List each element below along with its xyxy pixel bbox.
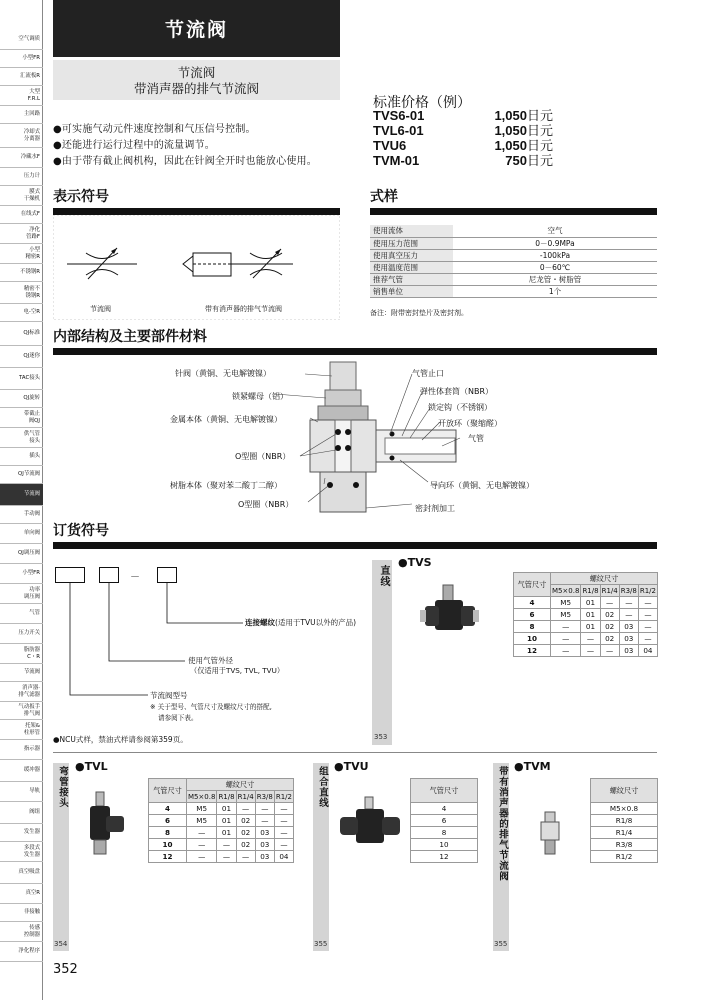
table-cell: — [217,839,236,851]
table-row [149,815,294,827]
table-cell: — [638,597,657,609]
spec-table [370,225,657,298]
table-cell: 01 [217,827,236,839]
table-cell: M5 [186,803,217,815]
sidebar-item[interactable]: 消声器· 排气滤器 [0,682,43,702]
price-value: 1,050 [494,123,527,138]
table-row [411,827,478,839]
table-cell: 04 [274,851,293,863]
sidebar-item[interactable]: 真空吸盘 [0,862,43,884]
price-heading: 标准价格（例） [373,95,471,111]
tvu-page-ref: 355 [314,940,328,948]
label-locknut: 锁紧螺母（铝） [232,392,288,401]
table-cell: — [638,609,657,621]
price-value: 1,050 [494,108,527,123]
sidebar-item[interactable]: 导轨 [0,782,43,802]
order-leader-lines [60,583,250,703]
sidebar-item[interactable]: 手动阀 [0,506,43,524]
order-tube-note: （仅适用于TVS, TVL, TVU） [190,666,285,675]
tvl-page-ref: 354 [54,940,68,948]
sidebar-item[interactable]: 脂肪器 C・R [0,644,43,664]
label-metal-body: 金属本体（黄铜、无电解镀镍） [170,415,282,424]
sidebar-item[interactable]: QJ标准 [0,322,43,346]
feature-1: ●可实施气动元件速度控制和气压信号控制。 [53,124,256,135]
tvl-col: R3/8 [256,792,273,801]
sidebar-item[interactable]: 净化程序 [0,942,43,962]
table-cell: — [274,839,293,851]
table-cell: 04 [638,645,657,657]
sidebar-item[interactable]: 插头 [0,448,43,466]
tvu-hdr-tube: 气管尺寸 [411,779,478,803]
price-unit: 日元 [526,123,553,138]
sidebar-item[interactable]: 单向阀 [0,524,43,544]
table-cell: 8 [411,827,478,839]
table-cell: — [600,597,619,609]
table-row [514,633,658,645]
table-cell: — [236,851,255,863]
table-cell: R3/8 [591,839,658,851]
spec-value: 0－60℃ [453,261,657,273]
table-cell: — [638,621,657,633]
tvs-hdr-thread: 螺纹尺寸 [550,573,657,585]
table-cell: 03 [255,839,274,851]
table-row [514,597,658,609]
tvs-page-ref: 353 [374,733,388,741]
table-cell: R1/4 [591,827,658,839]
tvl-hdr-tube: 气管尺寸 [149,779,187,803]
tvl-col: R1/2 [275,792,292,801]
table-cell: R1/2 [591,851,658,863]
tvl-product-photo [80,790,130,865]
table-row [514,609,658,621]
table-row [149,827,294,839]
order-dash: － [130,572,140,583]
sidebar-item[interactable]: 供气管 接头 [0,428,43,448]
order-box-model [55,567,85,583]
order-model-label: 节流阀型号 [150,691,188,700]
spec-key: 推荐气管 [370,273,453,285]
feature-2: ●还能进行运行过程中的流量调节。 [53,140,215,151]
tvl-title: ●TVL [75,760,108,773]
table-cell: — [638,633,657,645]
price-row [373,108,553,123]
table-cell: 03 [619,645,638,657]
table-row [411,815,478,827]
table-cell: 01 [581,621,600,633]
sidebar-item[interactable]: 托架& 柱形管 [0,720,43,740]
price-value: 1,050 [494,138,527,153]
table-cell: M5 [186,815,217,827]
section-spec-heading: 式样 [370,186,657,215]
label-oring-2: O型圈（NBR） [238,500,294,509]
table-cell: 01 [217,803,236,815]
sidebar-item[interactable]: 真空R [0,884,43,904]
sidebar-item[interactable]: 不锈钢R [0,264,43,282]
sidebar-item[interactable]: 空气调质 [0,30,43,50]
table-cell: 03 [619,633,638,645]
tvs-col: R3/8 [620,586,637,595]
sidebar-item[interactable]: TAC接头 [0,368,43,390]
sidebar-item[interactable]: 冷藏水F [0,148,43,168]
table-cell: — [550,621,581,633]
order-model-note-1: ※ 关于型号、气管尺寸及螺纹尺寸的搭配, [150,703,272,711]
tvm-page-ref: 355 [494,940,508,948]
sidebar-item[interactable]: 气动扳手 排气阀 [0,702,43,720]
sidebar-item[interactable]: 电-空R [0,304,43,322]
tvs-col: R1/2 [639,586,656,595]
table-cell: 02 [236,815,255,827]
price-row [373,123,553,138]
label-resin-body: 树脂本体（聚对苯二酸丁二醇） [170,481,282,490]
table-cell: 12 [149,851,187,863]
table-cell: 01 [581,609,600,621]
table-cell: 01 [581,597,600,609]
table-cell: 02 [236,839,255,851]
table-cell: — [236,803,255,815]
section-divider [53,752,657,753]
table-cell: 03 [255,827,274,839]
table-cell: — [550,645,581,657]
sidebar-item[interactable]: 压力开关 [0,624,43,644]
table-cell: 10 [514,633,551,645]
table-cell: 4 [149,803,187,815]
table-cell: 02 [600,609,619,621]
sidebar-item[interactable]: 发生器 [0,824,43,842]
tvu-size-table [410,778,478,863]
price-model: TVU6 [373,138,407,153]
symbol-label-left: 节流阀 [90,305,111,313]
symbol-label-right: 带有消声器的排气节流阀 [205,305,282,313]
table-cell: 02 [236,827,255,839]
label-release-ring: 开放环（聚缩醛） [438,419,502,428]
table-cell: — [255,815,274,827]
tvm-size-table [590,778,658,863]
tvs-size-table [513,572,658,657]
sidebar-item[interactable]: 阀组 [0,802,43,824]
order-model-note-2: 请参阅下表。 [158,714,198,722]
sidebar-item[interactable]: 带截止 阀QJ [0,408,43,428]
subtitle-line-2: 带消声器的排气节流阀 [133,81,259,96]
tvu-title: ●TVU [334,760,369,773]
tvl-size-table [148,778,294,863]
order-thread-desc [245,617,356,628]
label-guide-ring: 导向环（黄铜、无电解镀镍） [430,481,534,490]
table-cell: — [186,839,217,851]
subtitle-box [53,60,340,100]
subtitle-line-1: 节流阀 [177,65,216,80]
order-box-tube [99,567,119,583]
table-cell: 12 [514,645,551,657]
table-cell: 10 [149,839,187,851]
price-model: TVL6-01 [373,123,424,138]
tvl-col: R1/4 [237,792,254,801]
sidebar-item[interactable]: 精密不 锈钢R [0,282,43,304]
price-value: 750 [505,153,527,168]
table-cell: — [619,597,638,609]
spec-key: 销售单位 [370,285,453,297]
tvs-col: M5×0.8 [551,586,580,595]
label-stop-port: 气管止口 [412,369,444,378]
sidebar-item[interactable]: QJ节流阀 [0,466,43,484]
spec-value: 空气 [453,225,657,237]
table-cell: R1/8 [591,815,658,827]
table-cell: — [581,633,600,645]
table-cell: — [619,609,638,621]
table-row [591,827,658,839]
sidebar-item[interactable]: 主回路 [0,106,43,124]
table-cell: 02 [600,621,619,633]
order-thread-label: 连接螺纹 [245,618,275,627]
tvu-side-label: 组合直线 [317,766,328,808]
table-cell: 10 [411,839,478,851]
label-needle: 针阀（黄铜、无电解镀镍） [175,369,271,378]
page-title: 节流阀 [53,0,340,57]
spec-value: 0－0.9MPa [453,237,657,249]
tvs-col: R1/8 [582,586,599,595]
sidebar-item[interactable]: 在线式F [0,206,43,224]
tvu-product-photo [336,795,406,855]
tvl-side-label: 弯管接头 [57,766,68,808]
price-model: TVS6-01 [373,108,425,123]
table-cell: M5 [550,597,581,609]
label-sleeve: 弹性体套筒（NBR） [420,387,494,396]
sidebar-item[interactable]: 冷却式 分离器 [0,124,43,148]
sidebar-item[interactable]: 大型 F.R.L [0,86,43,106]
spec-key: 使用压力范围 [370,237,453,249]
ncu-note: ●NCU式样，禁油式样请参阅第359页。 [53,735,188,744]
table-cell: — [600,645,619,657]
sidebar-item[interactable]: 汇流板R [0,68,43,86]
table-cell: 4 [514,597,551,609]
table-cell: 4 [411,803,478,815]
sidebar-item[interactable]: 小型FR [0,50,43,68]
spec-value: 尼龙管・树脂管 [453,273,657,285]
price-model: TVM-01 [373,153,420,168]
sidebar-item[interactable]: 多段式 发生器 [0,842,43,862]
sidebar-item[interactable]: 传感 控制器 [0,922,43,942]
table-cell: — [217,851,236,863]
sidebar-item[interactable]: 膜式 干燥机 [0,186,43,206]
sidebar-nav [0,0,43,1000]
table-row [591,851,658,863]
table-row [514,645,658,657]
table-cell: — [274,815,293,827]
table-row [149,803,294,815]
sidebar-item[interactable]: 指示器 [0,740,43,760]
tvs-hdr-tube: 气管尺寸 [514,573,551,597]
sidebar-item[interactable]: 压力计 [0,168,43,186]
tvm-product-photo [535,810,565,860]
tvl-hdr-thread: 螺纹尺寸 [186,779,293,791]
table-cell: 6 [149,815,187,827]
table-cell: 6 [514,609,551,621]
tvm-title: ●TVM [514,760,551,773]
tvl-col: R1/8 [218,792,235,801]
table-cell: 03 [255,851,274,863]
spec-note: 备注：附带密封垫片及密封剂。 [370,309,468,317]
spec-value: -100kPa [453,249,657,261]
sidebar-item[interactable]: 功率 调压阀 [0,584,43,604]
tvs-col: R1/4 [601,586,618,595]
sidebar-item[interactable]: 净化 管路F [0,224,43,244]
table-cell: 6 [411,815,478,827]
price-row [373,153,553,168]
table-cell: 8 [514,621,551,633]
spec-value: 1个 [453,285,657,297]
sidebar-item[interactable]: 小型FR [0,564,43,584]
table-cell: 01 [217,815,236,827]
table-cell: — [274,827,293,839]
table-cell: M5×0.8 [591,803,658,815]
table-row [149,839,294,851]
table-row [411,803,478,815]
sidebar-item[interactable]: QJ调压阀 [0,544,43,564]
table-cell: 02 [600,633,619,645]
spec-key: 使用真空压力 [370,249,453,261]
tvs-product-photo [415,580,495,645]
table-cell: 03 [619,621,638,633]
order-thread-note: (适用于TVU以外的产品) [275,618,357,627]
table-row [411,851,478,863]
sidebar-item[interactable]: QJ迷你 [0,346,43,368]
table-row [514,621,658,633]
sidebar-item[interactable]: 节流阀 [0,664,43,682]
order-tube-label: 使用气管外径 [188,656,233,665]
table-cell: — [274,803,293,815]
table-cell: 12 [411,851,478,863]
section-order-heading: 订货符号 [53,520,657,549]
label-oring-1: O型圈（NBR） [235,452,291,461]
table-row [591,815,658,827]
sidebar-item[interactable]: 气管 [0,604,43,624]
table-row [591,803,658,815]
price-unit: 日元 [526,138,553,153]
order-box-thread [157,567,177,583]
sidebar-item[interactable]: 缓冲器 [0,760,43,782]
sidebar-item[interactable]: 非接触 [0,904,43,922]
sidebar-item[interactable]: 小型 精密R [0,244,43,264]
tvs-title: ●TVS [398,556,432,569]
table-row [149,851,294,863]
sidebar-item[interactable]: 节流阀 [0,484,43,506]
label-sealant: 密封剂加工 [415,504,455,513]
label-lock-pin: 锁定钩（不锈钢） [428,403,492,412]
page-number: 352 [53,962,78,977]
spec-key: 使用温度范围 [370,261,453,273]
table-row [411,839,478,851]
sidebar-item[interactable]: QJ旋转 [0,390,43,408]
tvm-side-label: 带有消声器的排气节流阀 [497,766,508,882]
label-tube: 气管 [468,434,484,443]
tvl-col: M5×0.8 [187,792,216,801]
price-unit: 日元 [526,153,553,168]
table-cell: — [186,827,217,839]
tvm-hdr-thread: 螺纹尺寸 [591,779,658,803]
table-cell: — [255,803,274,815]
tvs-side-bar [372,560,392,745]
table-cell: — [550,633,581,645]
section-symbol-heading: 表示符号 [53,186,340,215]
feature-3: ●由于带有截止阀机构，因此在针阀全开时也能放心使用。 [53,156,317,167]
price-row [373,138,553,153]
table-cell: — [581,645,600,657]
table-cell: — [186,851,217,863]
price-unit: 日元 [526,108,553,123]
table-cell: M5 [550,609,581,621]
table-row [591,839,658,851]
tvs-side-label: 直线 [378,565,389,587]
section-structure-heading: 内部结构及主要部件材料 [53,326,657,355]
spec-key: 使用流体 [370,225,453,237]
table-cell: 8 [149,827,187,839]
